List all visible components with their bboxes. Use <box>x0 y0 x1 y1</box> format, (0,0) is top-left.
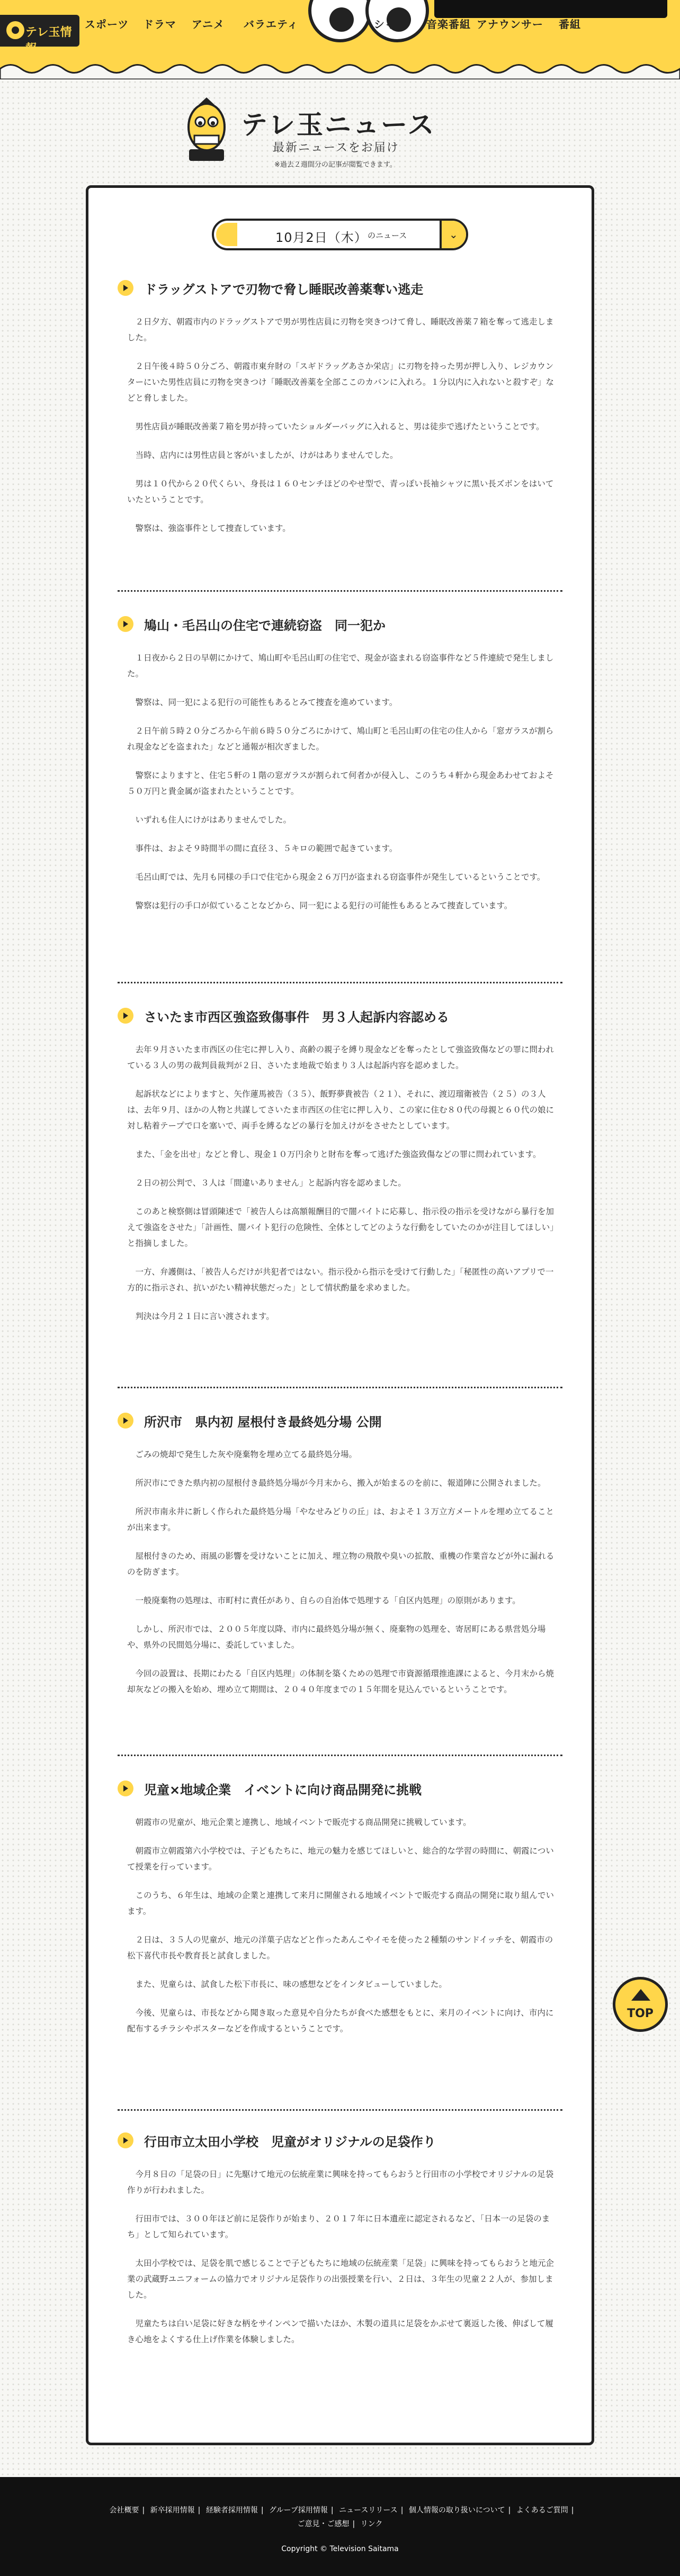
article-paragraph: 行田市では、３００年ほど前に足袋作りが始まり、２０１７年に日本遺産に認定されるなど、「日本一の足袋のまち」として知られています。 <box>127 2214 550 2239</box>
article-paragraph: ２日夕方、朝霞市内のドラッグストアで男が男性店員に刃物を突きつけて脅し、睡眠改善薬７箱を奪って逃走しました。 <box>127 317 554 342</box>
article-paragraph: ２日午前５時２０分ごろから午前６時５０分ごろにかけて、鳩山町と毛呂山町の住宅の住人から「窓ガラスが割られ現金などを盗まれた」などと通報が相次ぎました。 <box>127 726 554 752</box>
footer-link[interactable]: よくあるご質問 <box>516 2506 568 2515</box>
bullet-arrow-icon <box>118 280 133 296</box>
article-paragraph: また、児童らは、試食した松下市長に、味の感想などをインタビューしていました。 <box>135 1980 447 1989</box>
news-article <box>118 1411 562 1697</box>
nav-special[interactable]: シャル <box>374 18 407 31</box>
footer-link[interactable]: ご意見・ご感想 <box>297 2520 350 2528</box>
header-wave <box>0 58 680 79</box>
date-selector-cap <box>216 223 237 246</box>
logo-mark-icon <box>6 21 24 39</box>
article-title: 鳩山・毛呂山の住宅で連続窃盗 同一犯か <box>144 618 386 633</box>
article-paragraph: 今後、児童らは、市長などから聞き取った意見や自分たちが食べた感想をもとに、来月のイベントに向け、市内に配布するチラシやポスターなどを作成するということです。 <box>127 2008 554 2033</box>
article-paragraph: ２日の初公判で、３人は「間違いありません」と起訴内容を認めました。 <box>135 1178 406 1188</box>
footer-link[interactable]: リンク <box>360 2520 383 2528</box>
article-paragraph: 警察は、強盗事件として捜査しています。 <box>135 523 291 533</box>
article-paragraph: 朝霞市立朝霞第六小学校では、子どもたちに、地元の魅力を感じてほしいと、総合的な学習の時間に、朝霞について授業を行っています。 <box>127 1846 554 1872</box>
article-paragraph: 太田小学校では、足袋を肌で感じることで子どもたちに地域の伝統産業「足袋」に興味を持ってもらおうと地元企業の武蔵野ユニフォームの協力でオリジナル足袋作りの出張授業を行い、２日は、３年生の児童２２人が、参加しました。 <box>127 2258 554 2300</box>
article-paragraph: 所沢市にできた県内初の屋根付き最終処分場が今月末から、搬入が始まるのを前に、報道陣に公開されました。 <box>135 1478 546 1488</box>
page-title: テレ玉ニュース <box>241 110 436 140</box>
article-divider <box>118 982 562 983</box>
bullet-arrow-icon <box>118 1780 133 1796</box>
news-article <box>118 1778 562 2037</box>
article-paragraph: しかし、所沢市では、２００５年度以降、市内に最終処分場が無く、廃棄物の処理を、寄居町にある県営処分場や、県外の民間処分場に、委託していました。 <box>127 1624 546 1650</box>
chevron-down-icon: ⌄ <box>449 228 458 241</box>
page-subtitle: 最新ニュースをお届け <box>273 141 399 155</box>
article-paragraph: 起訴状などによりますと、矢作蓮馬被告（３５）、飯野夢貴被告（２１）、それに、渡辺瑠衛被告（２５）の３人は、去年９月、ほかの人物と共謀してさいたま市西区の住宅に押し入り、この家に住む８０代の母親と６０代の娘に対し粘着テープで口を塞いで、両手を縛るなどの暴行を加えけがをさせたとしています。 <box>127 1089 554 1131</box>
back-to-top-label: TOP <box>627 2007 654 2020</box>
article-paragraph: また、「金を出せ」などと脅し、現金１０万円余りと財布を奪って逃げた強盗致傷などの罪に問われています。 <box>135 1150 541 1159</box>
footer-link[interactable]: 個人情報の取り扱いについて <box>408 2506 505 2515</box>
article-paragraph: 警察は、同一犯による犯行の可能性もあるとみて捜査を進めています。 <box>135 698 398 707</box>
article-paragraph: 男性店員が睡眠改善薬７箱を男が持っていたショルダーバッグに入れると、男は徒歩で逃げたということです。 <box>135 422 544 431</box>
footer-link[interactable]: 新卒採用情報 <box>150 2506 195 2515</box>
date-suffix: のニュース <box>368 231 407 240</box>
article-divider <box>118 2109 562 2111</box>
article-paragraph: 今月８日の「足袋の日」に先駆けて地元の伝統産業に興味を持ってもらおうと行田市の小学校でオリジナルの足袋作りが行われました。 <box>127 2170 554 2195</box>
back-to-top-button[interactable] <box>613 1977 668 2032</box>
article-paragraph: 毛呂山町では、先月も同様の手口で住宅から現金２６万円が盗まれる窃盗事件が発生しているということです。 <box>135 872 545 882</box>
article-divider <box>118 590 562 592</box>
nav-programs[interactable]: 番組 <box>559 18 581 31</box>
article-title: 所沢市 県内初 屋根付き最終処分場 公開 <box>144 1415 382 1430</box>
logo-text: テレ玉情報 <box>25 26 72 56</box>
date-label: 10月2日（木） <box>275 230 368 245</box>
article-paragraph: ごみの焼却で発生した灰や廃棄物を埋め立てる最終処分場。 <box>135 1450 357 1459</box>
article-divider <box>118 1387 562 1388</box>
article-divider <box>118 1755 562 1756</box>
footer-links: 会社概要 | 新卒採用情報 | 経験者採用情報 | グループ採用情報 | ニュースリリース | 個人情報の取り扱いについて | よくあるご質問 | ご意見・ご感想 | リンク <box>109 2506 574 2528</box>
news-article <box>118 278 562 536</box>
arrow-up-icon <box>631 1989 650 2001</box>
article-title: 行田市立太田小学校 児童がオリジナルの足袋作り <box>144 2135 436 2149</box>
article-title: 児童×地域企業 イベントに向け商品開発に挑戦 <box>144 1783 422 1797</box>
footer-link[interactable]: 会社概要 <box>109 2506 139 2515</box>
article-header <box>118 1006 562 1029</box>
news-article <box>118 614 562 914</box>
article-paragraph: 当時、店内には男性店員と客がいましたが、けがはありませんでした。 <box>135 450 398 460</box>
mascot-icon <box>183 94 230 168</box>
article-header <box>118 1411 562 1434</box>
article-paragraph: このうち、６年生は、地域の企業と連携して来月に開催される地域イベントで販売する商品の開発に取り組んでいます。 <box>127 1891 554 1916</box>
article-paragraph: 屋根付きのため、雨風の影響を受けないことに加え、埋立物の飛散や臭いの拡散、重機の作業音などが外に漏れるのを防ぎます。 <box>127 1551 554 1577</box>
article-paragraph: ２日午後４時５０分ごろ、朝霞市東弁財の「スギドラッグあさか栄店」に刃物を持った男が押し入り、レジカウンターにいた男性店員に刃物を突きつけ「睡眠改善薬を全部ここのカバンに入れろ。１分以内に入れないと殺すぞ」などと脅しました。 <box>127 361 554 403</box>
bullet-arrow-icon <box>118 616 133 632</box>
article-paragraph: 今回の設置は、長期にわたる「自区内処理」の体制を築くための処理で市資源循環推進課によると、今月末から焼却灰などの搬入を始め、埋め立て期間は、２０４０年度までの１５年間を見込んでいるということです。 <box>127 1669 554 1694</box>
article-paragraph: 一方、弁護側は、「被告人らだけが共犯者ではない。指示役から指示を受けて行動した」「秘匿性の高いアプリで一方的に指示され、抗いがたい精神状態だった」として情状酌量を求めました。 <box>127 1267 554 1292</box>
news-article <box>118 1006 562 1324</box>
article-paragraph: ２日は、３５人の児童が、地元の洋菓子店などと作ったあんこやイモを使った２種類のサンドイッチを、朝霞市の松下喜代市長や教育長と試食しました。 <box>127 1935 553 1960</box>
article-paragraph: 男は１０代から２０代くらい、身長は１６０センチほどのやせ型で、青っぽい長袖シャツに黒い長ズボンをはいていたということです。 <box>127 479 554 504</box>
copyright: Copyright © Television Saitama <box>281 2545 399 2553</box>
site-header <box>0 0 680 79</box>
nav-music[interactable]: 音楽番組 <box>426 18 471 31</box>
article-header <box>118 278 562 301</box>
nav-anime[interactable]: アニメ <box>192 18 225 31</box>
article-title: ドラッグストアで刃物で脅し睡眠改善薬奪い逃走 <box>144 282 424 297</box>
date-dropdown-button[interactable] <box>440 221 466 248</box>
article-paragraph: 去年９月さいたま市西区の住宅に押し入り、高齢の親子を縛り現金などを奪ったとして強盗致傷などの罪に問われている３人の男の裁判員裁判が２日、さいたま地裁で始まり３人は起訴内容を認めました。 <box>127 1045 554 1070</box>
header-utility-bar <box>434 0 667 18</box>
article-paragraph: 判決は今月２１日に言い渡されます。 <box>135 1312 274 1321</box>
article-paragraph: このあと検察側は冒頭陳述で「被告人らは高額報酬目的で闇バイトに応募し、指示役の指示を受けながら暴行を加えて強盗をさせた」「計画性、闇バイト犯行の危険性、全体としてどのような行動をしていたのかが注目してほしい」と指摘しました。 <box>127 1207 558 1248</box>
footer-link[interactable]: グループ採用情報 <box>269 2506 328 2515</box>
bullet-arrow-icon <box>118 2132 133 2148</box>
footer-link[interactable]: 経験者採用情報 <box>205 2506 258 2515</box>
article-paragraph: 一般廃棄物の処理は、市町村に責任があり、自らの自治体で処理する「自区内処理」の原則があります。 <box>135 1596 521 1605</box>
site-logo[interactable] <box>0 15 79 56</box>
article-paragraph: 警察は犯行の手口が似ていることなどから、同一犯による犯行の可能性もあるとみて捜査しています。 <box>135 901 513 910</box>
page-note: ※過去２週間分の記事が閲覧できます。 <box>274 161 397 169</box>
bullet-arrow-icon <box>118 1413 133 1429</box>
article-paragraph: 朝霞市の児童が、地元企業と連携し、地域イベントで販売する商品開発に挑戦しています。 <box>135 1818 471 1827</box>
news-article <box>118 2130 562 2347</box>
footer-link[interactable]: ニュースリリース <box>339 2506 398 2515</box>
article-paragraph: １日夜から２日の早朝にかけて、鳩山町や毛呂山町の住宅で、現金が盗まれる窃盗事件など５件連続で発生しました。 <box>127 653 554 679</box>
article-header <box>118 614 562 637</box>
article-paragraph: 警察によりますと、住宅５軒の１階の窓ガラスが割られて何者かが侵入し、このうち４軒から現金あわせておよそ５０万円と貴金属が盗まれたということです。 <box>127 771 554 796</box>
article-paragraph: 所沢市南永井に新しく作られた最終処分場「やなせみどりの丘」は、およそ１３万立方メートルを埋め立てることが出来ます。 <box>127 1507 554 1532</box>
date-selector[interactable] <box>212 219 468 250</box>
article-title: さいたま市西区強盗致傷事件 男３人起訴内容認める <box>144 1010 449 1025</box>
mascot-eye-left-icon <box>308 0 372 42</box>
bullet-arrow-icon <box>118 1008 133 1024</box>
article-paragraph: 児童たちは白い足袋に好きな柄をサインペンで描いたほか、木製の道具に足袋をかぶせて裏返した後、伸ばして履き心地をよくする仕上げ作業を体験しました。 <box>127 2319 553 2344</box>
article-paragraph: 事件は、およそ９時間半の間に直径３、５キロの範囲で起きています。 <box>135 844 398 853</box>
article-header <box>118 2130 562 2154</box>
nav-announcer[interactable]: アナウンサー <box>477 18 543 31</box>
nav-drama[interactable]: ドラマ <box>143 18 176 31</box>
article-paragraph: いずれも住人にけがはありませんでした。 <box>135 815 292 825</box>
site-footer <box>0 2477 680 2576</box>
nav-variety[interactable]: バラエティ <box>244 18 299 31</box>
article-header <box>118 1778 562 1802</box>
nav-sports[interactable]: スポーツ <box>85 18 129 31</box>
